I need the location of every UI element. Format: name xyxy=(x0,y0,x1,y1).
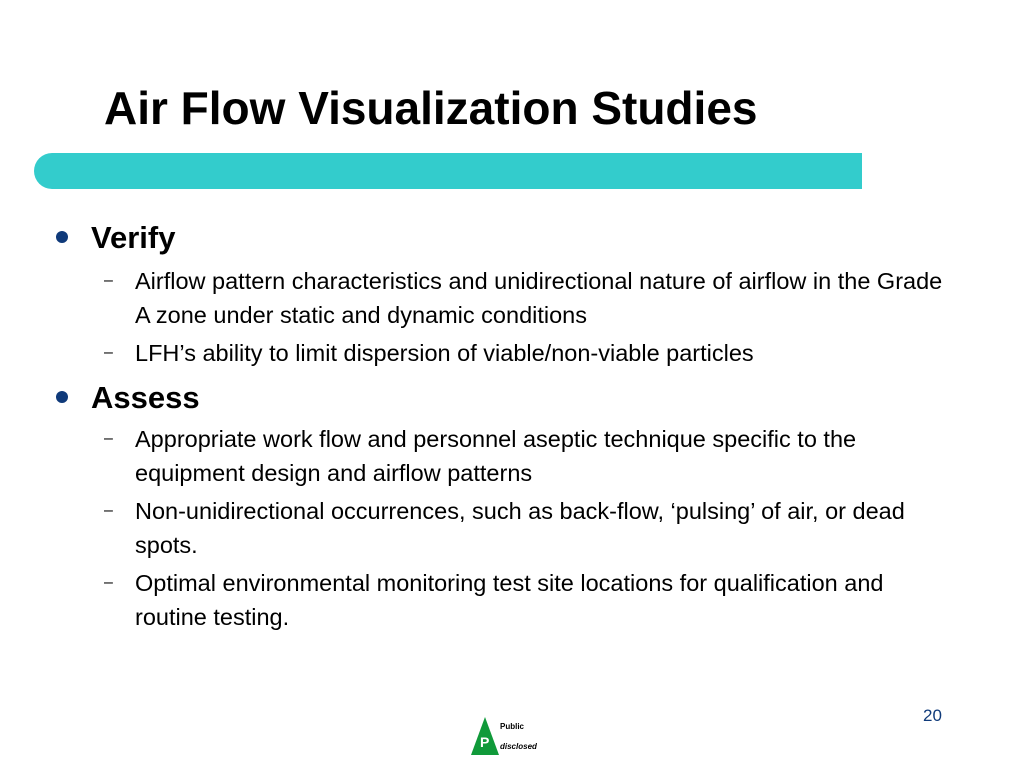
bullet-dot-icon xyxy=(56,231,68,243)
slide-content xyxy=(56,220,956,634)
bullet-assess xyxy=(56,380,956,416)
sub-bullet-text: Appropriate work flow and personnel aseptic technique specific to the equipment design and airflow patterns xyxy=(135,426,857,486)
sub-bullet-text: LFH’s ability to limit dispersion of viable/non-viable particles xyxy=(135,340,754,366)
sub-bullet-item xyxy=(56,566,956,634)
dash-icon: – xyxy=(104,574,113,591)
dash-icon: – xyxy=(104,502,113,519)
dash-icon: – xyxy=(104,344,113,361)
sub-bullet-list xyxy=(56,422,956,634)
sub-bullet-text: Non-unidirectional occurrences, such as back-flow, ‘pulsing’ of air, or dead spots. xyxy=(135,498,905,558)
sub-bullet-list xyxy=(56,264,956,370)
title-accent-bar xyxy=(34,153,862,189)
logo-text-public: Public xyxy=(500,722,525,731)
bullet-dot-icon xyxy=(56,391,68,403)
sub-bullet-item xyxy=(56,264,956,332)
sub-bullet-item xyxy=(56,422,956,490)
logo-text-disclosed: disclosed xyxy=(500,742,537,751)
slide-title: Air Flow Visualization Studies xyxy=(104,82,758,134)
bullet-heading: Verify xyxy=(91,220,176,255)
dash-icon: – xyxy=(104,430,113,447)
sub-bullet-item xyxy=(56,336,956,370)
page-number: 20 xyxy=(923,706,942,725)
public-disclosed-logo xyxy=(470,716,562,758)
bullet-section-verify xyxy=(56,220,956,370)
dash-icon: – xyxy=(104,272,113,289)
bullet-verify xyxy=(56,220,956,256)
logo-letter: P xyxy=(480,734,490,750)
bullet-heading: Assess xyxy=(91,380,200,415)
sub-bullet-text: Optimal environmental monitoring test site locations for qualification and routine testing. xyxy=(135,570,884,630)
bullet-section-assess xyxy=(56,380,956,634)
sub-bullet-item xyxy=(56,494,956,562)
sub-bullet-text: Airflow pattern characteristics and unidirectional nature of airflow in the Grade A zone under static and dynamic conditions xyxy=(135,268,943,328)
